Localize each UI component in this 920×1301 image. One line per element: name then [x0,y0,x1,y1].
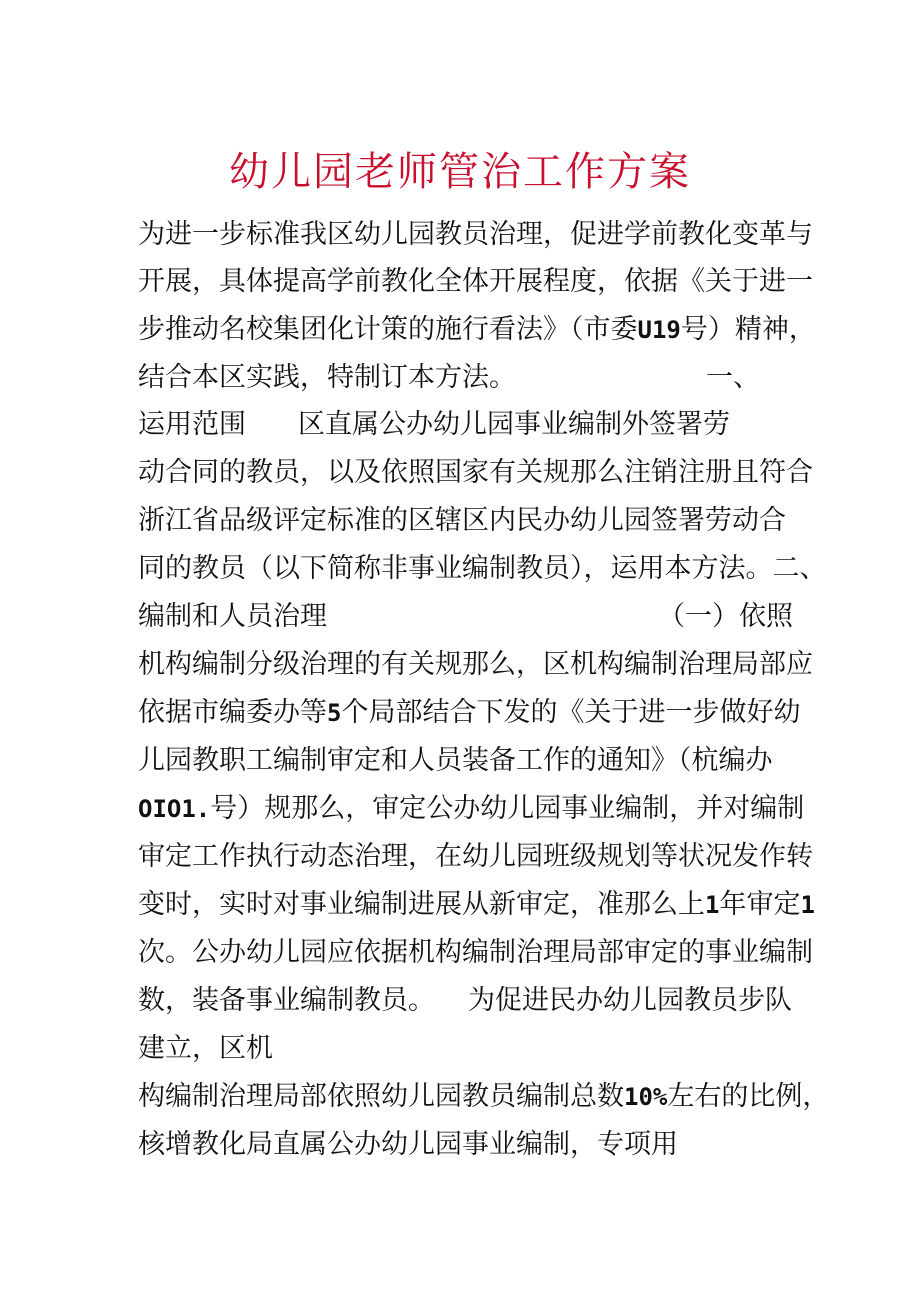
paragraph-line [138,789,804,829]
paragraph-line: 动合同的教员，以及依照国家有关规那么注销注册且符合 [138,457,813,488]
paragraph-line: 建立，区机 [138,1033,273,1064]
paragraph-line: 数，装备事业编制教员。 [138,985,435,1016]
inline-number: 5 [327,699,342,727]
paragraph-line [138,1077,829,1117]
section-heading: 运用范围 [138,409,246,440]
text-segment: 变时，实时对事业编制进展从新审定，准那么上 [138,889,705,920]
paragraph-line: 机构编制分级治理的有关规那么，区机构编制治理局部应 [138,649,813,680]
text-segment: 号）精神， [680,314,816,345]
paragraph-line: 开展，具体提高学前教化全体开展程度，依据《关于进一 [138,266,813,297]
document-title: 幼儿园老师管治工作方案 [229,149,691,195]
text-segment: 个局部结合下发的《关于进一步做好幼 [341,697,801,728]
text-segment: 构编制治理局部依照幼儿园教员编制总数 [138,1081,624,1112]
text-segment: 依据市编委办等 [138,697,327,728]
paragraph-line: 次。公办幼儿园应依据机构编制治理局部审定的事业编制 [138,937,813,968]
document-number: U19 [637,316,681,344]
paragraph-line: 核增教化局直属公办幼儿园事业编制，专项用 [138,1129,678,1160]
paragraph-line: 为促进民办幼儿园教员步队 [468,985,792,1016]
paragraph-line: 儿园教职工编制审定和人员装备工作的通知》（杭编办 [138,745,773,776]
paragraph-line [138,693,800,733]
document-number: OIO1. [138,795,211,823]
text-segment: 年审定 [719,889,801,920]
text-segment: 步推动名校集团化计策的施行看法》（市委 [138,314,638,345]
paragraph-line: 为进一步标准我区幼儿园教员治理，促进学前教化变革与 [138,219,813,250]
paragraph-line [138,885,815,925]
inline-number: 10% [624,1083,668,1111]
paragraph-line: 同的教员（以下简称非事业编制教员），运用本方法。二、 [138,553,827,584]
paragraph-line [138,310,816,350]
paragraph-line: 审定工作执行动态治理，在幼儿园班级规划等状况发作转 [138,841,813,872]
paragraph-line: 浙江省品级评定标准的区辖区内民办幼儿园签署劳动合 [138,505,786,536]
paragraph-line: 结合本区实践，特制订本方法。 [138,362,516,393]
inline-number: 1 [705,891,720,919]
text-segment: 号）规那么，审定公办幼儿园事业编制，并对编制 [210,793,805,824]
paragraph-line: （一）依照 [658,601,793,632]
inline-number: 1 [800,891,815,919]
text-segment: 左右的比例， [667,1081,830,1112]
section-number: 一、 [706,362,760,393]
paragraph-line: 区直属公办幼儿园事业编制外签署劳 [298,409,730,440]
section-heading: 编制和人员治理 [138,601,327,632]
